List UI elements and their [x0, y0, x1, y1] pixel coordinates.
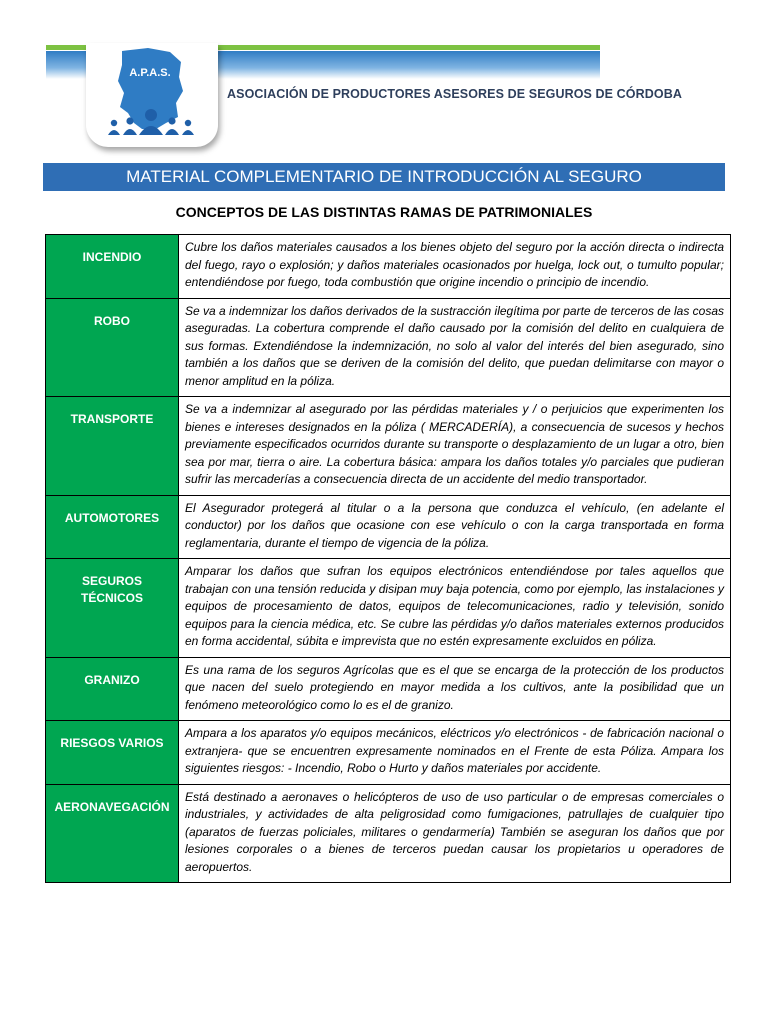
branch-description: Amparar los daños que sufran los equipos electrónicos entendiéndose por tales aquellos que trabajan con una tensión reducida y disipan muy baja potencia, como por ejemplo, las instalaciones y equipos de procesamiento de datos, equipos de telecomunicaciones, radio y televisión, sonido equipos para la ciencia médica, etc. Se cubre las pérdidas y/o daños materiales externos producidos en forma accidental, súbita e imprevista que no estén expresamente excluidos en póliza.	[179, 559, 731, 658]
branch-name: AUTOMOTORES	[46, 495, 179, 559]
insurance-branches-table	[45, 234, 731, 883]
branch-name: SEGUROS TÉCNICOS	[46, 559, 179, 658]
branch-description: Es una rama de los seguros Agrícolas que es el que se encarga de la protección de los productos que nacen del suelo protegiendo en mayor medida a los cultivos, ante la posibilidad que un fenómeno meteorológico como lo es el de granizo.	[179, 657, 731, 721]
branch-description: Cubre los daños materiales causados a los bienes objeto del seguro por la acción directa o indirecta del fuego, rayo o explosión; y daños materiales ocasionados por huelga, lock out, o tumulto popular; entendiéndose por fuego, toda combustión que origine incendio o principio de incendio.	[179, 235, 731, 299]
table-row	[46, 784, 731, 883]
table-row	[46, 657, 731, 721]
branch-name: RIESGOS VARIOS	[46, 721, 179, 785]
branch-description: Se va a indemnizar al asegurado por las pérdidas materiales y / o perjuicios que experimenten los bienes e intereses designados en la póliza ( MERCADERÍA), a consecuencia de sucesos y hechos previamente especificados ocurridos durante su transporte o desplazamiento de un lugar a otro, bien sea por mar, tierra o aire. La cobertura básica: ampara los daños totales y/o parciales que pudieran sufrir las mercaderías a consecuencia directa de un accidente del medio transportador.	[179, 397, 731, 496]
branch-description: Se va a indemnizar los daños derivados de la sustracción ilegítima por parte de terceros de las cosas aseguradas. La cobertura comprende el daño causado por la comisión del delito en cualquiera de sus formas. Extendiéndose la indemnización, no solo al valor del interés del bien asegurado, sino también a los daños que se deriven de la comisión del delito, que puedan delimitarse con mayor o menor amplitud en la póliza.	[179, 298, 731, 397]
branch-description: Ampara a los aparatos y/o equipos mecánicos, eléctricos y/o electrónicos - de fabricación nacional o extranjera- que se encuentren expresamente nominados en el Frente de esta Póliza. Ampara los siguientes riesgos: - Incendio, Robo o Hurto y daños materiales por accidente.	[179, 721, 731, 785]
branch-description: Está destinado a aeronaves o helicópteros de uso de uso particular o de empresas comerciales o industriales, y actividades de alta peligrosidad como fumigaciones, patrullajes de cualquier tipo (aparatos de fuerzas policiales, militares o gendarmería) También se aseguran los daños que por lesiones corporales o a bienes de terceros puedan causar los propietarios u operadores de aeropuertos.	[179, 784, 731, 883]
table-row	[46, 235, 731, 299]
branch-name: INCENDIO	[46, 235, 179, 299]
branch-name: ROBO	[46, 298, 179, 397]
logo	[86, 43, 218, 147]
branch-description: El Asegurador protegerá al titular o a la persona que conduzca el vehículo, (en adelante el conductor) por los daños que ocasione con ese vehículo o con la carga transportada en forma reglamentaria, durante el tiempo de vigencia de la póliza.	[179, 495, 731, 559]
section-subtitle: CONCEPTOS DE LAS DISTINTAS RAMAS DE PATRIMONIALES	[175, 204, 593, 220]
table-row	[46, 495, 731, 559]
table-row	[46, 397, 731, 496]
logo-text: A.P.A.S.	[129, 67, 171, 79]
page-title: MATERIAL COMPLEMENTARIO DE INTRODUCCIÓN AL SEGURO	[43, 163, 725, 191]
organization-name: ASOCIACIÓN DE PRODUCTORES ASESORES DE SEGUROS DE CÓRDOBA	[227, 87, 682, 101]
logo-map-icon	[86, 43, 218, 147]
branch-name: TRANSPORTE	[46, 397, 179, 496]
branch-name: AERONAVEGACIÓN	[46, 784, 179, 883]
table-row	[46, 559, 731, 658]
branch-name: GRANIZO	[46, 657, 179, 721]
table-row	[46, 721, 731, 785]
table-row	[46, 298, 731, 397]
